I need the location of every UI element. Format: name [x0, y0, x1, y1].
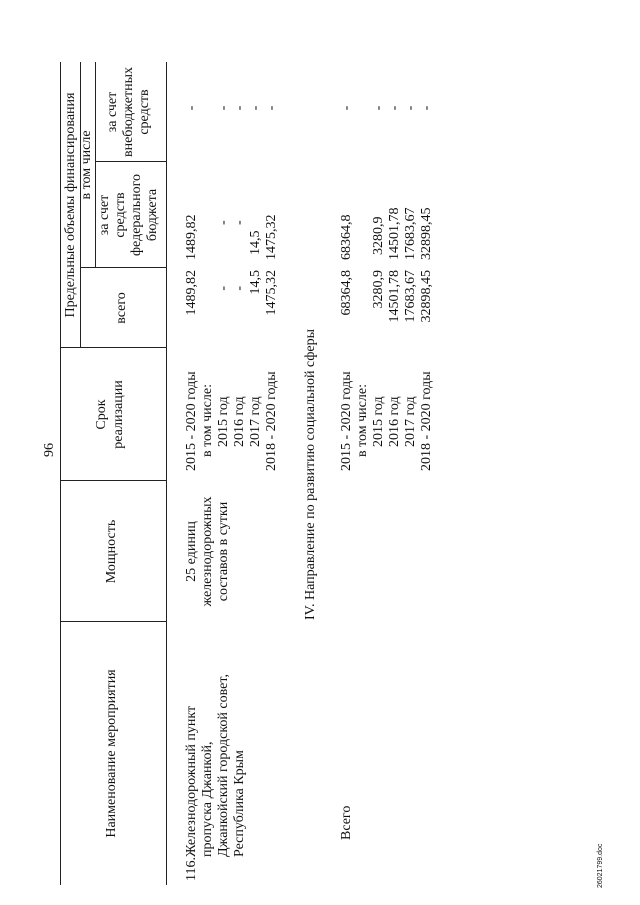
total-total-5: 17683,67	[403, 270, 418, 323]
total-total-1: 68364,8	[339, 270, 354, 316]
row116-capacity-2: железнодорожных	[200, 496, 215, 607]
total-term-5: 2017 год	[403, 396, 418, 447]
row116-extra-1: -	[184, 105, 199, 111]
row116-federal-5: 14,5	[248, 230, 263, 255]
row116-total-1: 1489,82	[184, 270, 199, 316]
row116-federal-1: 1489,82	[184, 214, 199, 260]
row116-extra-3: -	[216, 105, 231, 111]
row116-name-4: Республика Крым	[232, 750, 247, 857]
row116-capacity-1: 25 единиц	[184, 521, 199, 582]
header-total: всего	[114, 292, 129, 324]
row116-extra-4: -	[232, 105, 247, 111]
row116-extra-5: -	[248, 105, 263, 111]
row116-federal-4: -	[232, 220, 247, 225]
row116-name-3: Джанкойский городской совет,	[216, 674, 231, 857]
total-federal-4: 14501,78	[387, 207, 402, 260]
row116-total-4: -	[232, 286, 247, 291]
header-including: в том числе	[79, 130, 94, 200]
total-total-4: 14501,78	[387, 270, 402, 323]
page-number: 96	[42, 443, 57, 457]
header-federal-2: средств	[113, 192, 128, 238]
row116-term-4: 2016 год	[232, 396, 247, 447]
row116-extra-6: -	[264, 105, 279, 111]
header-term-2: реализации	[111, 380, 126, 449]
row116-total-3: -	[216, 286, 231, 291]
total-federal-3: 3280,9	[371, 216, 386, 255]
header-extra-3: средств	[137, 89, 152, 135]
row116-federal-6: 1475,32	[264, 214, 279, 260]
total-extra-4: -	[387, 105, 402, 111]
row116-capacity-3: составов в сутки	[216, 501, 231, 602]
total-extra-6: -	[419, 105, 434, 111]
including-divider	[95, 62, 96, 268]
row116-term-6: 2018 - 2020 годы	[264, 371, 279, 471]
header-term-1: Срок	[94, 399, 109, 430]
header-extra-1: за счет	[105, 91, 120, 133]
header-extra-2: внебюджетных	[121, 66, 136, 158]
total-total-3: 3280,9	[371, 270, 386, 309]
file-name: 26021799.doc	[597, 843, 604, 888]
total-total-6: 32898,45	[419, 270, 434, 323]
total-term-4: 2016 год	[387, 396, 402, 447]
row116-term-3: 2015 год	[216, 396, 231, 447]
total-term-2: в том числе:	[355, 384, 370, 457]
total-extra-1: -	[339, 105, 354, 111]
row116-name-2: пропуска Джанкой,	[200, 741, 215, 857]
row116-term-5: 2017 год	[248, 396, 263, 447]
header-federal-3: федерального	[129, 173, 144, 257]
header-limits-title: Предельные объемы финансирования	[63, 92, 78, 318]
total-term-6: 2018 - 2020 годы	[419, 371, 434, 471]
total-federal-6: 32898,45	[419, 207, 434, 260]
header-federal-1: за счет	[97, 194, 112, 236]
row116-number: 116.	[184, 857, 199, 881]
row116-federal-3: -	[216, 220, 231, 225]
total-term-3: 2015 год	[371, 396, 386, 447]
total-term-1: 2015 - 2020 годы	[339, 371, 354, 471]
total-row-name: Всего	[339, 805, 354, 840]
header-name: Наименование мероприятия	[104, 669, 119, 838]
total-extra-3: -	[371, 105, 386, 111]
total-extra-5: -	[403, 105, 418, 111]
section-title: IV. Направление по развитию социальной сферы	[303, 328, 318, 620]
row116-total-5: 14,5	[248, 270, 263, 295]
header-bottom-border	[166, 62, 167, 885]
row116-term-2: в том числе:	[200, 384, 215, 457]
table-top-border	[60, 62, 61, 885]
header-capacity: Мощность	[104, 519, 119, 584]
total-federal-1: 68364,8	[339, 214, 354, 260]
header-federal-4: бюджета	[145, 188, 160, 242]
row116-total-6: 1475,32	[264, 270, 279, 316]
total-federal-5: 17683,67	[403, 207, 418, 260]
row116-name-1: Железнодорожный пункт	[184, 705, 199, 857]
row116-term-1: 2015 - 2020 годы	[184, 371, 199, 471]
